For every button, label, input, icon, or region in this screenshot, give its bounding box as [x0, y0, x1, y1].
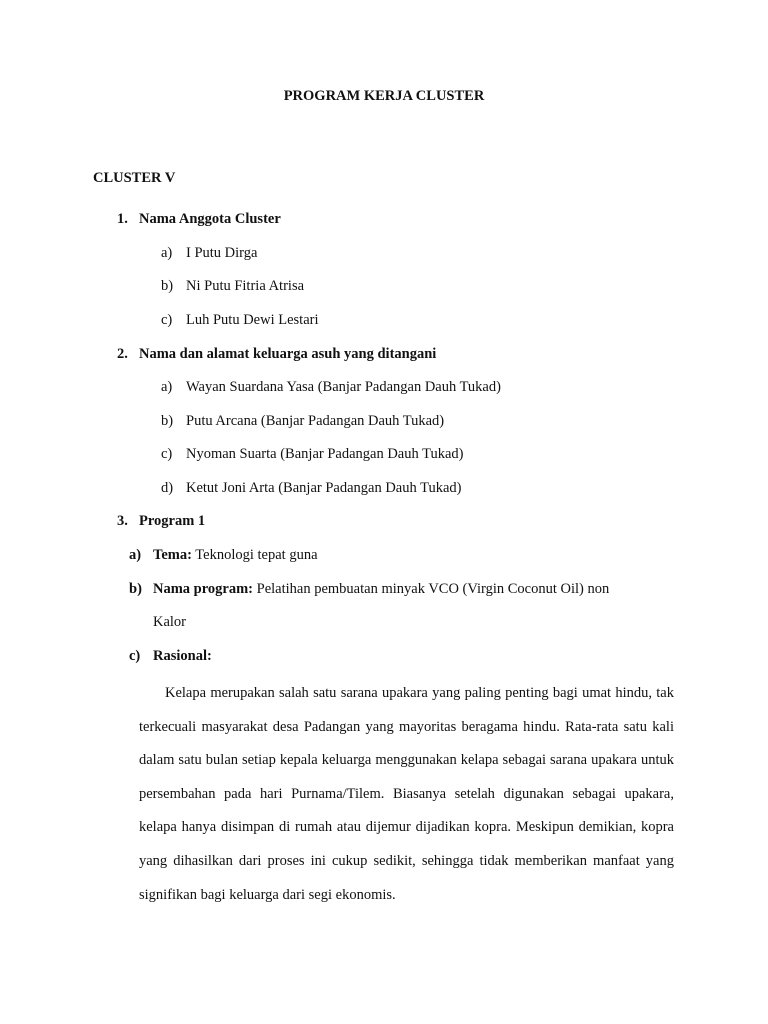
subitem-key: Nama program: — [153, 581, 254, 597]
section-heading: Nama dan alamat keluarga asuh yang ditangani — [139, 346, 437, 362]
subitem-line — [153, 546, 318, 564]
section-number: 3. — [117, 513, 128, 529]
rationale-paragraph: Kelapa merupakan salah satu sarana upakara yang paling penting bagi umat hindu, tak terkecuali masyarakat desa Padangan yang mayoritas beragama hindu. Rata-rata satu kali dalam satu bulan setiap kepala keluarga menggunakan kelapa sebagai sarana upakara untuk persembahan pada hari Purnama/Tilem. Biasanya setelah digunakan sebagai upakara, kelapa hanya disimpan di rumah atau dijemur dijadikan kopra. Meskipun demikian, kopra yang dihasilkan dari proses ini cukup sedikit, sehingga tidak memberikan manfaat yang signifikan bagi keluarga dari segi ekonomis. — [139, 685, 674, 903]
list-item-text: Luh Putu Dewi Lestari — [186, 312, 319, 328]
subitem-value: Pelatihan pembuatan minyak VCO (Virgin Coconut Oil) non — [253, 581, 610, 597]
cluster-heading: CLUSTER V — [93, 170, 176, 186]
list-item-label: b) — [161, 413, 174, 429]
list-item-label: c) — [161, 312, 173, 328]
list-item-label: c) — [161, 446, 173, 462]
list-item-text: Nyoman Suarta (Banjar Padangan Dauh Tukad) — [186, 446, 464, 462]
subitem-line — [153, 580, 609, 598]
section-number: 2. — [117, 346, 128, 362]
subitem-label: c) — [129, 648, 141, 664]
section-heading: Program 1 — [139, 513, 206, 529]
list-item-label: b) — [161, 278, 174, 294]
section-heading: Nama Anggota Cluster — [139, 211, 281, 227]
list-item-text: Ketut Joni Arta (Banjar Padangan Dauh Tukad) — [186, 480, 462, 496]
subitem-continuation: Kalor — [153, 614, 187, 630]
list-item-text: Ni Putu Fitria Atrisa — [186, 278, 305, 294]
list-item-text: Putu Arcana (Banjar Padangan Dauh Tukad) — [186, 413, 445, 429]
subitem-line — [153, 647, 212, 665]
section-number: 1. — [117, 211, 128, 227]
document-title: PROGRAM KERJA CLUSTER — [283, 88, 485, 104]
list-item-label: a) — [161, 379, 173, 395]
subitem-value: Teknologi tepat guna — [191, 547, 318, 563]
list-item-text: I Putu Dirga — [186, 245, 258, 261]
list-item-text: Wayan Suardana Yasa (Banjar Padangan Dauh Tukad) — [186, 379, 501, 395]
subitem-label: a) — [129, 547, 142, 563]
subitem-label: b) — [129, 581, 142, 597]
subitem-key: Rasional: — [153, 648, 212, 664]
list-item-label: d) — [161, 480, 174, 496]
subitem-key: Tema: — [153, 547, 192, 563]
list-item-label: a) — [161, 245, 173, 261]
